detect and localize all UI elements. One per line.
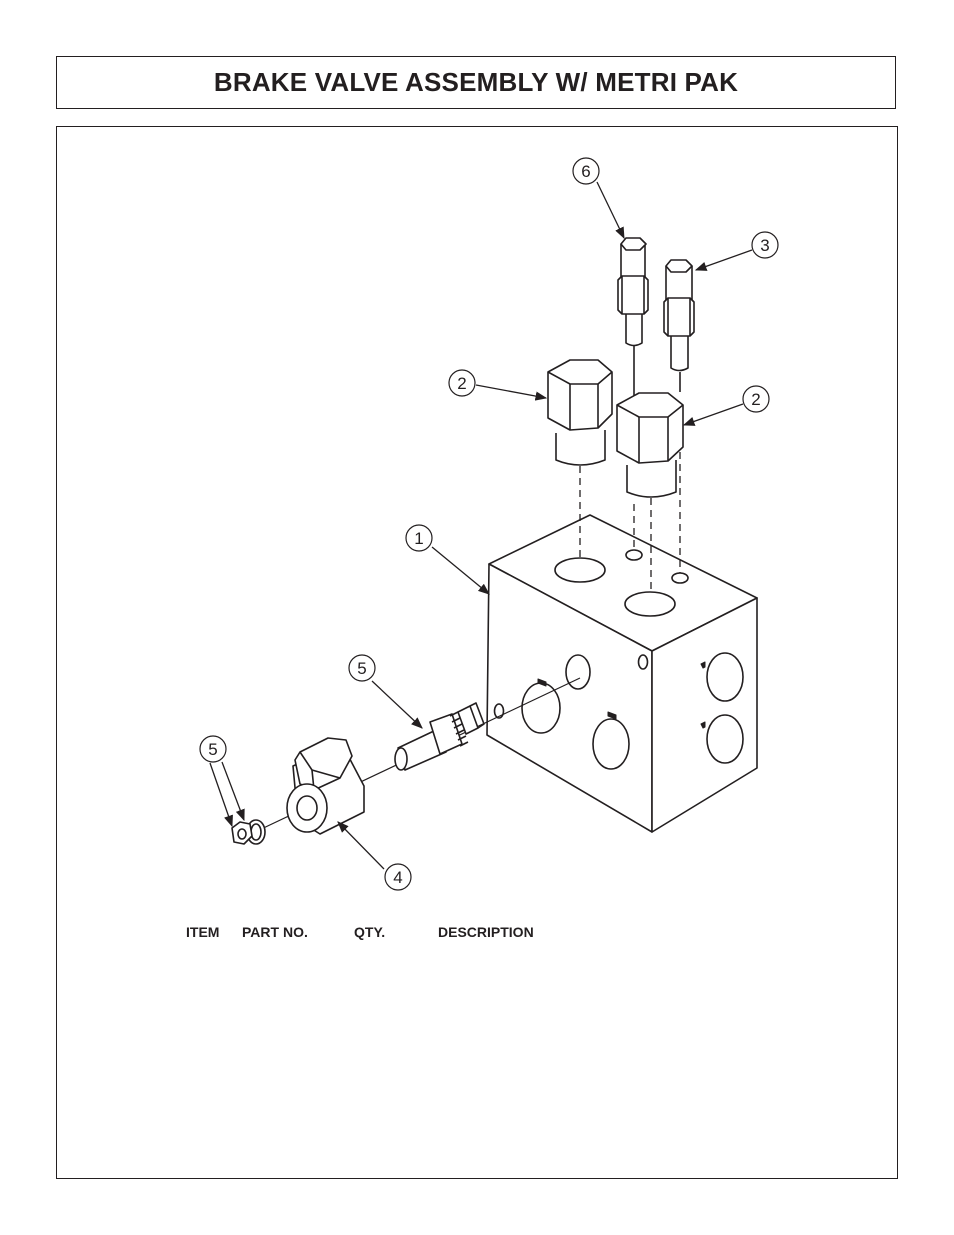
sensor-6 — [618, 238, 648, 396]
header-part-no: PART NO. — [242, 924, 308, 940]
sensor-3 — [664, 260, 694, 392]
callout-4-label: 4 — [393, 868, 403, 887]
callout-1-label: 1 — [414, 529, 424, 548]
callout-5b-label: 5 — [208, 740, 218, 759]
callout-2a-label: 2 — [457, 374, 467, 393]
nut-and-washer — [232, 820, 265, 844]
solenoid-coil — [287, 738, 364, 834]
callout-5a-label: 5 — [357, 659, 367, 678]
page-title: BRAKE VALVE ASSEMBLY W/ METRI PAK — [213, 67, 739, 97]
cartridge-right — [617, 393, 683, 497]
callout-6-label: 6 — [581, 162, 591, 181]
callout-3-label: 3 — [760, 236, 770, 255]
callout-2b-label: 2 — [751, 390, 761, 409]
cartridge-left — [548, 360, 612, 465]
spool-cartridge — [395, 703, 484, 770]
header-description: DESCRIPTION — [438, 924, 534, 940]
header-qty: QTY. — [354, 924, 386, 940]
header-item: ITEM — [186, 924, 220, 940]
valve-body — [487, 515, 757, 832]
